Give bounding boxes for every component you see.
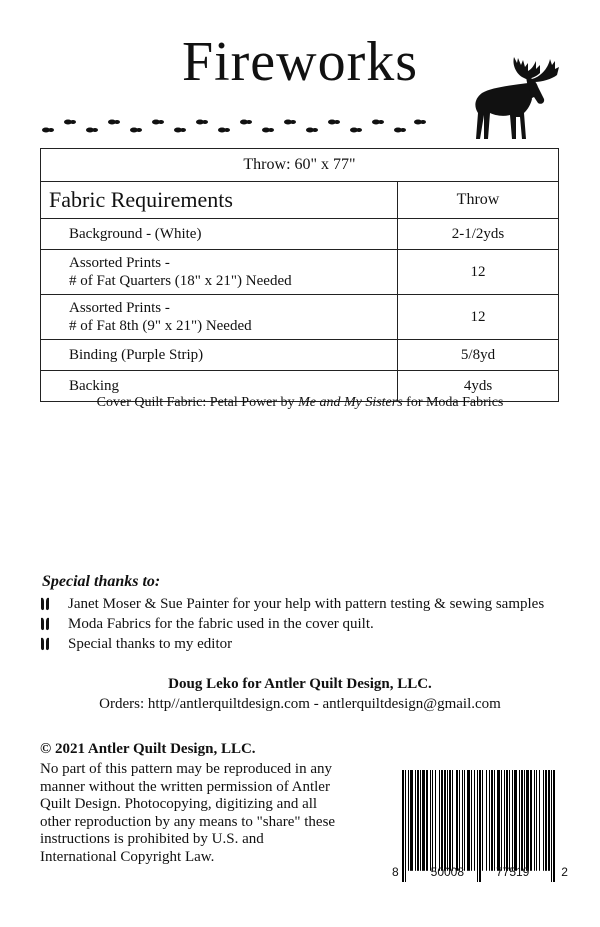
fabric-note-suffix: for Moda Fabrics: [402, 395, 504, 410]
barcode-bar: [521, 770, 523, 871]
barcode-bar: [430, 770, 431, 871]
quilt-size-label: Throw: 60" x 77": [41, 149, 559, 182]
table-row: [41, 295, 559, 340]
barcode-bar: [410, 770, 413, 871]
barcode-bar: [439, 770, 440, 871]
fabric-quantity: 12: [398, 295, 559, 340]
barcode-bar: [482, 770, 483, 871]
orders-contact: Orders: http//antlerquiltdesign.com - antlerquiltdesign@gmail.com: [99, 696, 501, 712]
barcode-bar: [471, 770, 472, 871]
barcode-bar: [548, 770, 550, 871]
barcode-bar: [534, 770, 535, 871]
table-row: [41, 340, 559, 371]
moose-logo: [470, 55, 562, 141]
fabric-item-label: Assorted Prints -: [69, 255, 170, 271]
cover-fabric-note: [0, 395, 600, 411]
moose-tracks-decoration: [38, 113, 428, 137]
barcode-bar: [504, 770, 505, 871]
designer-credit: Doug Leko for Antler Quilt Design, LLC.: [168, 676, 432, 692]
fabric-note-prefix: Cover Quilt Fabric: Petal Power by: [96, 395, 299, 410]
barcode-bar: [519, 770, 520, 871]
barcode-bar: [497, 770, 500, 871]
hoof-print-icon: [40, 617, 50, 631]
barcode-bar: [467, 770, 470, 871]
barcode-digit-group: 2: [561, 865, 568, 879]
barcode-bar: [415, 770, 416, 871]
copyright-heading: © 2021 Antler Quilt Design, LLC.: [40, 741, 256, 757]
special-thanks-heading: Special thanks to:: [42, 573, 161, 590]
barcode-bar: [408, 770, 409, 871]
barcode-bar: [501, 770, 502, 871]
list-item: [40, 634, 544, 654]
fabric-item-label: Background - (White): [69, 226, 202, 242]
barcode-bar: [494, 770, 495, 871]
fabric-requirements-heading: Fabric Requirements: [41, 182, 398, 219]
barcode-bar: [447, 770, 448, 871]
fabric-requirements-table: [40, 148, 559, 402]
table-row: [41, 219, 559, 250]
list-item: [40, 594, 544, 614]
barcode-bar: [441, 770, 443, 871]
fabric-item-label: Binding (Purple Strip): [69, 347, 204, 363]
barcode-bar: [474, 770, 475, 871]
fabric-item-detail: # of Fat Quarters (18" x 21") Needed: [69, 273, 292, 289]
barcode-bar: [506, 770, 508, 871]
fabric-item: [41, 295, 398, 340]
barcode-bar: [417, 770, 419, 871]
barcode-bar: [509, 770, 510, 871]
fabric-item: [41, 340, 398, 371]
barcode-bar: [491, 770, 493, 871]
size-column-heading: Throw: [398, 182, 559, 219]
barcode-digits: [392, 865, 568, 879]
barcode-bar: [526, 770, 529, 871]
fabric-item-detail: # of Fat 8th (9" x 21") Needed: [69, 318, 252, 334]
thanks-text: Special thanks to my editor: [68, 636, 233, 652]
fabric-designer-name: Me and My Sisters: [298, 395, 403, 410]
barcode-bar: [459, 770, 460, 871]
table-row: [41, 250, 559, 295]
barcode-bar: [422, 770, 425, 871]
barcode-bar: [539, 770, 540, 871]
barcode-bar: [456, 770, 458, 871]
barcode-bar: [435, 770, 436, 871]
thanks-text: Moda Fabrics for the fabric used in the cover quilt.: [68, 616, 374, 632]
hoof-print-icon: [40, 597, 50, 611]
barcode-bar: [489, 770, 490, 871]
barcode-bar: [452, 770, 453, 871]
copyright-notice: No part of this pattern may be reproduced in any manner without the written permission of Antler Quilt Design. Photocopying, digitizing and all other reproduction by any means to "share" these instructions is prohibited by U.S. and International Copyright Law.: [40, 761, 336, 865]
list-item: [40, 614, 544, 634]
barcode-bar: [512, 770, 513, 871]
fabric-item-label: Backing: [69, 378, 119, 394]
barcode-bar: [464, 770, 465, 871]
pattern-title: Fireworks: [181, 31, 419, 93]
barcode-bar: [462, 770, 463, 871]
barcode-digit-group: 8: [392, 865, 399, 879]
barcode-bar: [514, 770, 517, 871]
barcode-digit-group: 50008: [430, 865, 465, 879]
fabric-quantity: 4yds: [398, 371, 559, 402]
barcode-bar: [420, 770, 421, 871]
barcode-bar: [486, 770, 487, 871]
fabric-item: [41, 219, 398, 250]
fabric-quantity: 12: [398, 250, 559, 295]
barcode-bar: [449, 770, 451, 871]
barcode-bar: [545, 770, 547, 871]
barcode-bar: [530, 770, 532, 871]
hoof-print-icon: [40, 637, 50, 651]
barcode-bar: [543, 770, 544, 871]
barcode-bar: [444, 770, 446, 871]
fabric-item: [41, 250, 398, 295]
barcode-bar: [432, 770, 433, 871]
barcode-digit-group: 77519: [495, 865, 530, 879]
fabric-quantity: 5/8yd: [398, 340, 559, 371]
barcode-bar: [524, 770, 525, 871]
fabric-quantity: 2-1/2yds: [398, 219, 559, 250]
thanks-text: Janet Moser & Sue Painter for your help with pattern testing & sewing samples: [68, 596, 545, 612]
barcode-bar: [426, 770, 428, 871]
special-thanks-list: [40, 594, 544, 654]
barcode-bar: [536, 770, 537, 871]
fabric-item-label: Assorted Prints -: [69, 300, 170, 316]
